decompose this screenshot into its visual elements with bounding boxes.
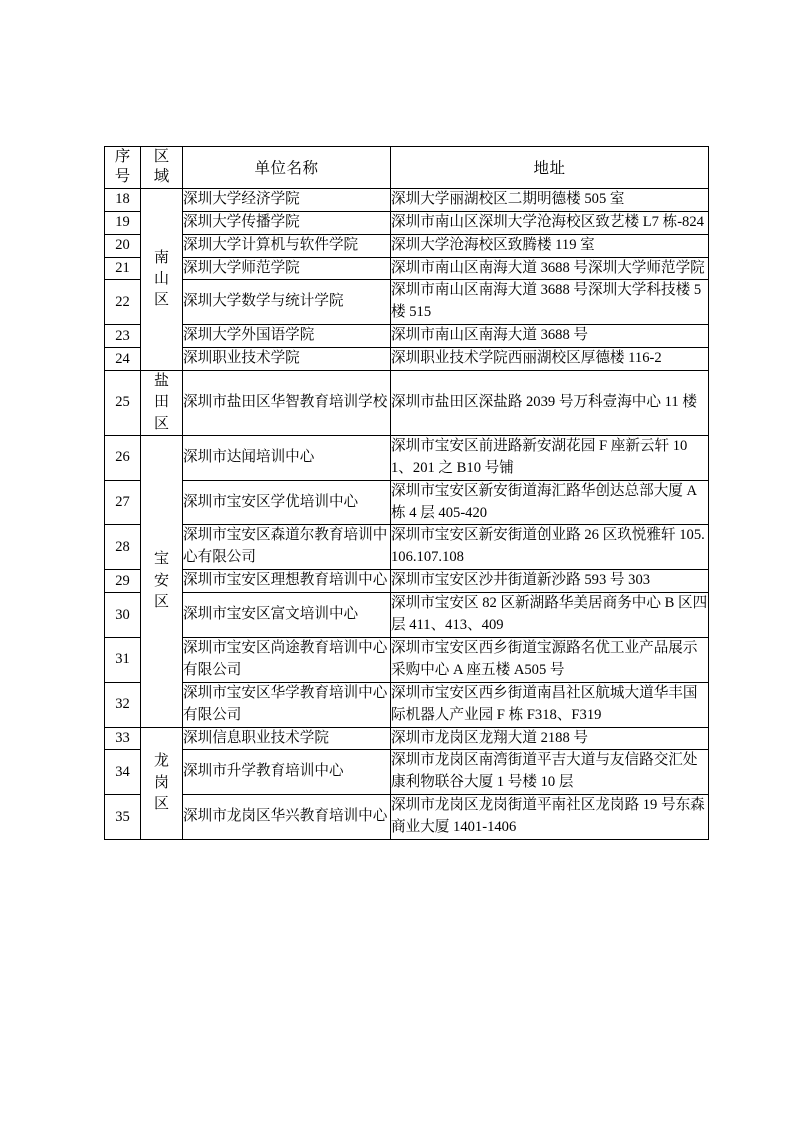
column-header-sequence-char1: 序 [114,148,131,165]
cell-unit-name: 深圳大学传播学院 [183,211,391,234]
table-row [105,570,709,593]
table-row [105,280,709,325]
roster-table [104,146,709,840]
cell-unit-name: 深圳大学外国语学院 [183,325,391,348]
cell-sequence: 18 [105,188,141,211]
cell-unit-name: 深圳大学师范学院 [183,257,391,280]
cell-address: 深圳市宝安区西乡街道南昌社区航城大道华丰国际机器人产业园 F 栋 F318、F319 [391,682,709,727]
table-header [105,147,709,189]
cell-unit-name: 深圳市宝安区华学教育培训中心有限公司 [183,682,391,727]
cell-region-baoan [141,435,183,727]
region-char: 南 [153,249,169,266]
region-char: 区 [153,292,169,309]
cell-sequence: 26 [105,435,141,480]
column-header-unit-name: 单位名称 [183,147,391,189]
region-char: 盐 [153,373,169,390]
table-row [105,727,709,750]
cell-address: 深圳市宝安区西乡街道宝源路名优工业产品展示采购中心 A 座五楼 A505 号 [391,637,709,682]
column-header-address: 地址 [391,147,709,189]
cell-unit-name: 深圳信息职业技术学院 [183,727,391,750]
cell-unit-name: 深圳大学数学与统计学院 [183,280,391,325]
table-row [105,211,709,234]
cell-address: 深圳大学沧海校区致腾楼 119 室 [391,234,709,257]
cell-sequence: 35 [105,795,141,840]
cell-unit-name: 深圳市升学教育培训中心 [183,750,391,795]
cell-sequence: 33 [105,727,141,750]
cell-region-longgang [141,727,183,839]
cell-address: 深圳市宝安区前进路新安湖花园 F 座新云轩 101、201 之 B10 号铺 [391,435,709,480]
cell-address: 深圳市南山区南海大道 3688 号深圳大学科技楼 5 楼 515 [391,280,709,325]
table-row [105,371,709,436]
region-char: 山 [153,270,169,287]
cell-sequence: 25 [105,371,141,436]
region-char: 区 [153,593,169,610]
cell-unit-name: 深圳市宝安区森道尔教育培训中心有限公司 [183,525,391,570]
cell-sequence: 27 [105,480,141,525]
roster-table-container [104,146,708,840]
region-char: 安 [153,572,169,589]
cell-unit-name: 深圳大学计算机与软件学院 [183,234,391,257]
table-row [105,234,709,257]
table-row [105,525,709,570]
region-char: 区 [153,415,169,432]
cell-address: 深圳市宝安区新安街道海汇路华创达总部大厦 A 栋 4 层 405-420 [391,480,709,525]
table-row [105,348,709,371]
column-header-region [141,147,183,189]
table-row [105,325,709,348]
table-row [105,593,709,638]
cell-unit-name: 深圳职业技术学院 [183,348,391,371]
table-row [105,682,709,727]
cell-unit-name: 深圳市宝安区理想教育培训中心 [183,570,391,593]
cell-address: 深圳市宝安区 82 区新湖路华美居商务中心 B 区四层 411、413、409 [391,593,709,638]
cell-address: 深圳大学丽湖校区二期明德楼 505 室 [391,188,709,211]
column-header-region-char2: 域 [153,168,170,186]
cell-sequence: 21 [105,257,141,280]
table-row [105,637,709,682]
region-char: 龙 [153,753,169,770]
cell-address: 深圳市南山区南海大道 3688 号深圳大学师范学院 [391,257,709,280]
column-header-sequence [105,147,141,189]
table-header-row [105,147,709,189]
cell-unit-name: 深圳市宝安区学优培训中心 [183,480,391,525]
cell-address: 深圳市宝安区沙井街道新沙路 593 号 303 [391,570,709,593]
cell-address: 深圳市龙岗区龙翔大道 2188 号 [391,727,709,750]
table-row [105,750,709,795]
cell-region-yantian [141,371,183,436]
cell-sequence: 31 [105,637,141,682]
cell-sequence: 29 [105,570,141,593]
cell-address: 深圳市龙岗区龙岗街道平南社区龙岗路 19 号东森商业大厦 1401-1406 [391,795,709,840]
cell-address: 深圳市盐田区深盐路 2039 号万科壹海中心 11 楼 [391,371,709,436]
table-body [105,188,709,839]
region-char: 田 [153,394,169,411]
cell-sequence: 34 [105,750,141,795]
cell-unit-name: 深圳市盐田区华智教育培训学校 [183,371,391,436]
column-header-region-char1: 区 [153,148,170,165]
cell-address: 深圳市南山区南海大道 3688 号 [391,325,709,348]
cell-sequence: 28 [105,525,141,570]
table-row [105,435,709,480]
cell-sequence: 20 [105,234,141,257]
column-header-sequence-char2: 号 [114,168,131,186]
region-char: 区 [153,795,169,812]
table-row [105,795,709,840]
cell-sequence: 24 [105,348,141,371]
cell-region-nanshan [141,188,183,370]
table-row [105,188,709,211]
table-row [105,257,709,280]
cell-unit-name: 深圳市龙岗区华兴教育培训中心 [183,795,391,840]
table-row [105,480,709,525]
cell-sequence: 32 [105,682,141,727]
cell-unit-name: 深圳市宝安区尚途教育培训中心有限公司 [183,637,391,682]
cell-sequence: 19 [105,211,141,234]
cell-unit-name: 深圳大学经济学院 [183,188,391,211]
cell-sequence: 30 [105,593,141,638]
cell-address: 深圳市龙岗区南湾街道平吉大道与友信路交汇处康利物联谷大厦 1 号楼 10 层 [391,750,709,795]
cell-address: 深圳职业技术学院西丽湖校区厚德楼 116-2 [391,348,709,371]
cell-address: 深圳市南山区深圳大学沧海校区致艺楼 L7 栋-824 [391,211,709,234]
cell-unit-name: 深圳市宝安区富文培训中心 [183,593,391,638]
cell-address: 深圳市宝安区新安街道创业路 26 区玖悦雅轩 105.106.107.108 [391,525,709,570]
cell-sequence: 23 [105,325,141,348]
region-char: 岗 [153,774,169,791]
cell-sequence: 22 [105,280,141,325]
region-char: 宝 [153,551,169,568]
cell-unit-name: 深圳市达闻培训中心 [183,435,391,480]
